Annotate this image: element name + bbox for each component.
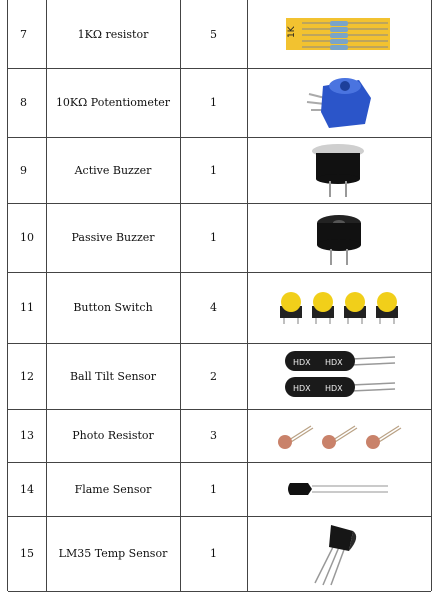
component-name: Ball Tilt Sensor xyxy=(69,369,157,383)
component-quantity: 1 xyxy=(210,482,217,496)
row-number: 14 xyxy=(20,482,34,496)
tilt-sensor-label: HDX xyxy=(293,358,311,367)
component-quantity: 1 xyxy=(210,96,217,109)
table-row xyxy=(8,272,431,344)
table-row xyxy=(8,343,431,410)
component-name: Photo Resistor xyxy=(72,429,154,442)
component-name: 10KΩ Potentiometer xyxy=(55,96,171,109)
tilt-sensor-label: HDX xyxy=(325,358,343,367)
component-name: Flame Sensor xyxy=(74,482,152,496)
row-number: 13 xyxy=(20,429,34,442)
row-number: 9 xyxy=(20,163,27,177)
resistor-image xyxy=(247,0,431,68)
potentiometer-image xyxy=(247,68,431,137)
component-quantity: 2 xyxy=(210,369,217,383)
component-name: Passive Buzzer xyxy=(71,231,155,244)
active-buzzer-image xyxy=(247,137,431,203)
component-quantity: 1 xyxy=(210,231,217,244)
tilt-sensor-label: HDX xyxy=(325,384,343,393)
component-quantity: 1 xyxy=(210,163,217,177)
row-number: 8 xyxy=(20,96,27,109)
table-row xyxy=(8,203,431,273)
row-number: 12 xyxy=(20,369,34,383)
component-name: 1KΩ resistor xyxy=(77,27,149,41)
flame-sensor-image xyxy=(247,462,431,516)
table-row xyxy=(8,516,431,592)
row-number: 7 xyxy=(20,27,27,41)
components-table xyxy=(7,0,432,591)
table-row xyxy=(8,0,431,69)
button-switch-image xyxy=(247,272,431,343)
temp-sensor-image xyxy=(247,516,431,591)
component-quantity: 1 xyxy=(210,547,217,560)
tilt-sensor-label: HDX xyxy=(293,384,311,393)
table-row xyxy=(8,68,431,138)
component-name: LM35 Temp Sensor xyxy=(58,547,168,560)
table-row xyxy=(8,137,431,204)
component-name: Active Buzzer xyxy=(74,163,152,177)
component-quantity: 4 xyxy=(210,301,217,314)
ball-tilt-sensor-image xyxy=(247,343,431,409)
row-number: 11 xyxy=(20,301,34,314)
photo-resistor-image xyxy=(247,409,431,462)
resistor-label: 1K xyxy=(287,26,297,38)
component-name: Button Switch xyxy=(73,301,153,314)
passive-buzzer-image xyxy=(247,203,431,272)
table-row xyxy=(8,462,431,517)
table-row xyxy=(8,409,431,463)
row-number: 10 xyxy=(20,231,34,244)
component-quantity: 5 xyxy=(210,27,217,41)
row-number: 15 xyxy=(20,547,34,560)
component-quantity: 3 xyxy=(210,429,217,442)
